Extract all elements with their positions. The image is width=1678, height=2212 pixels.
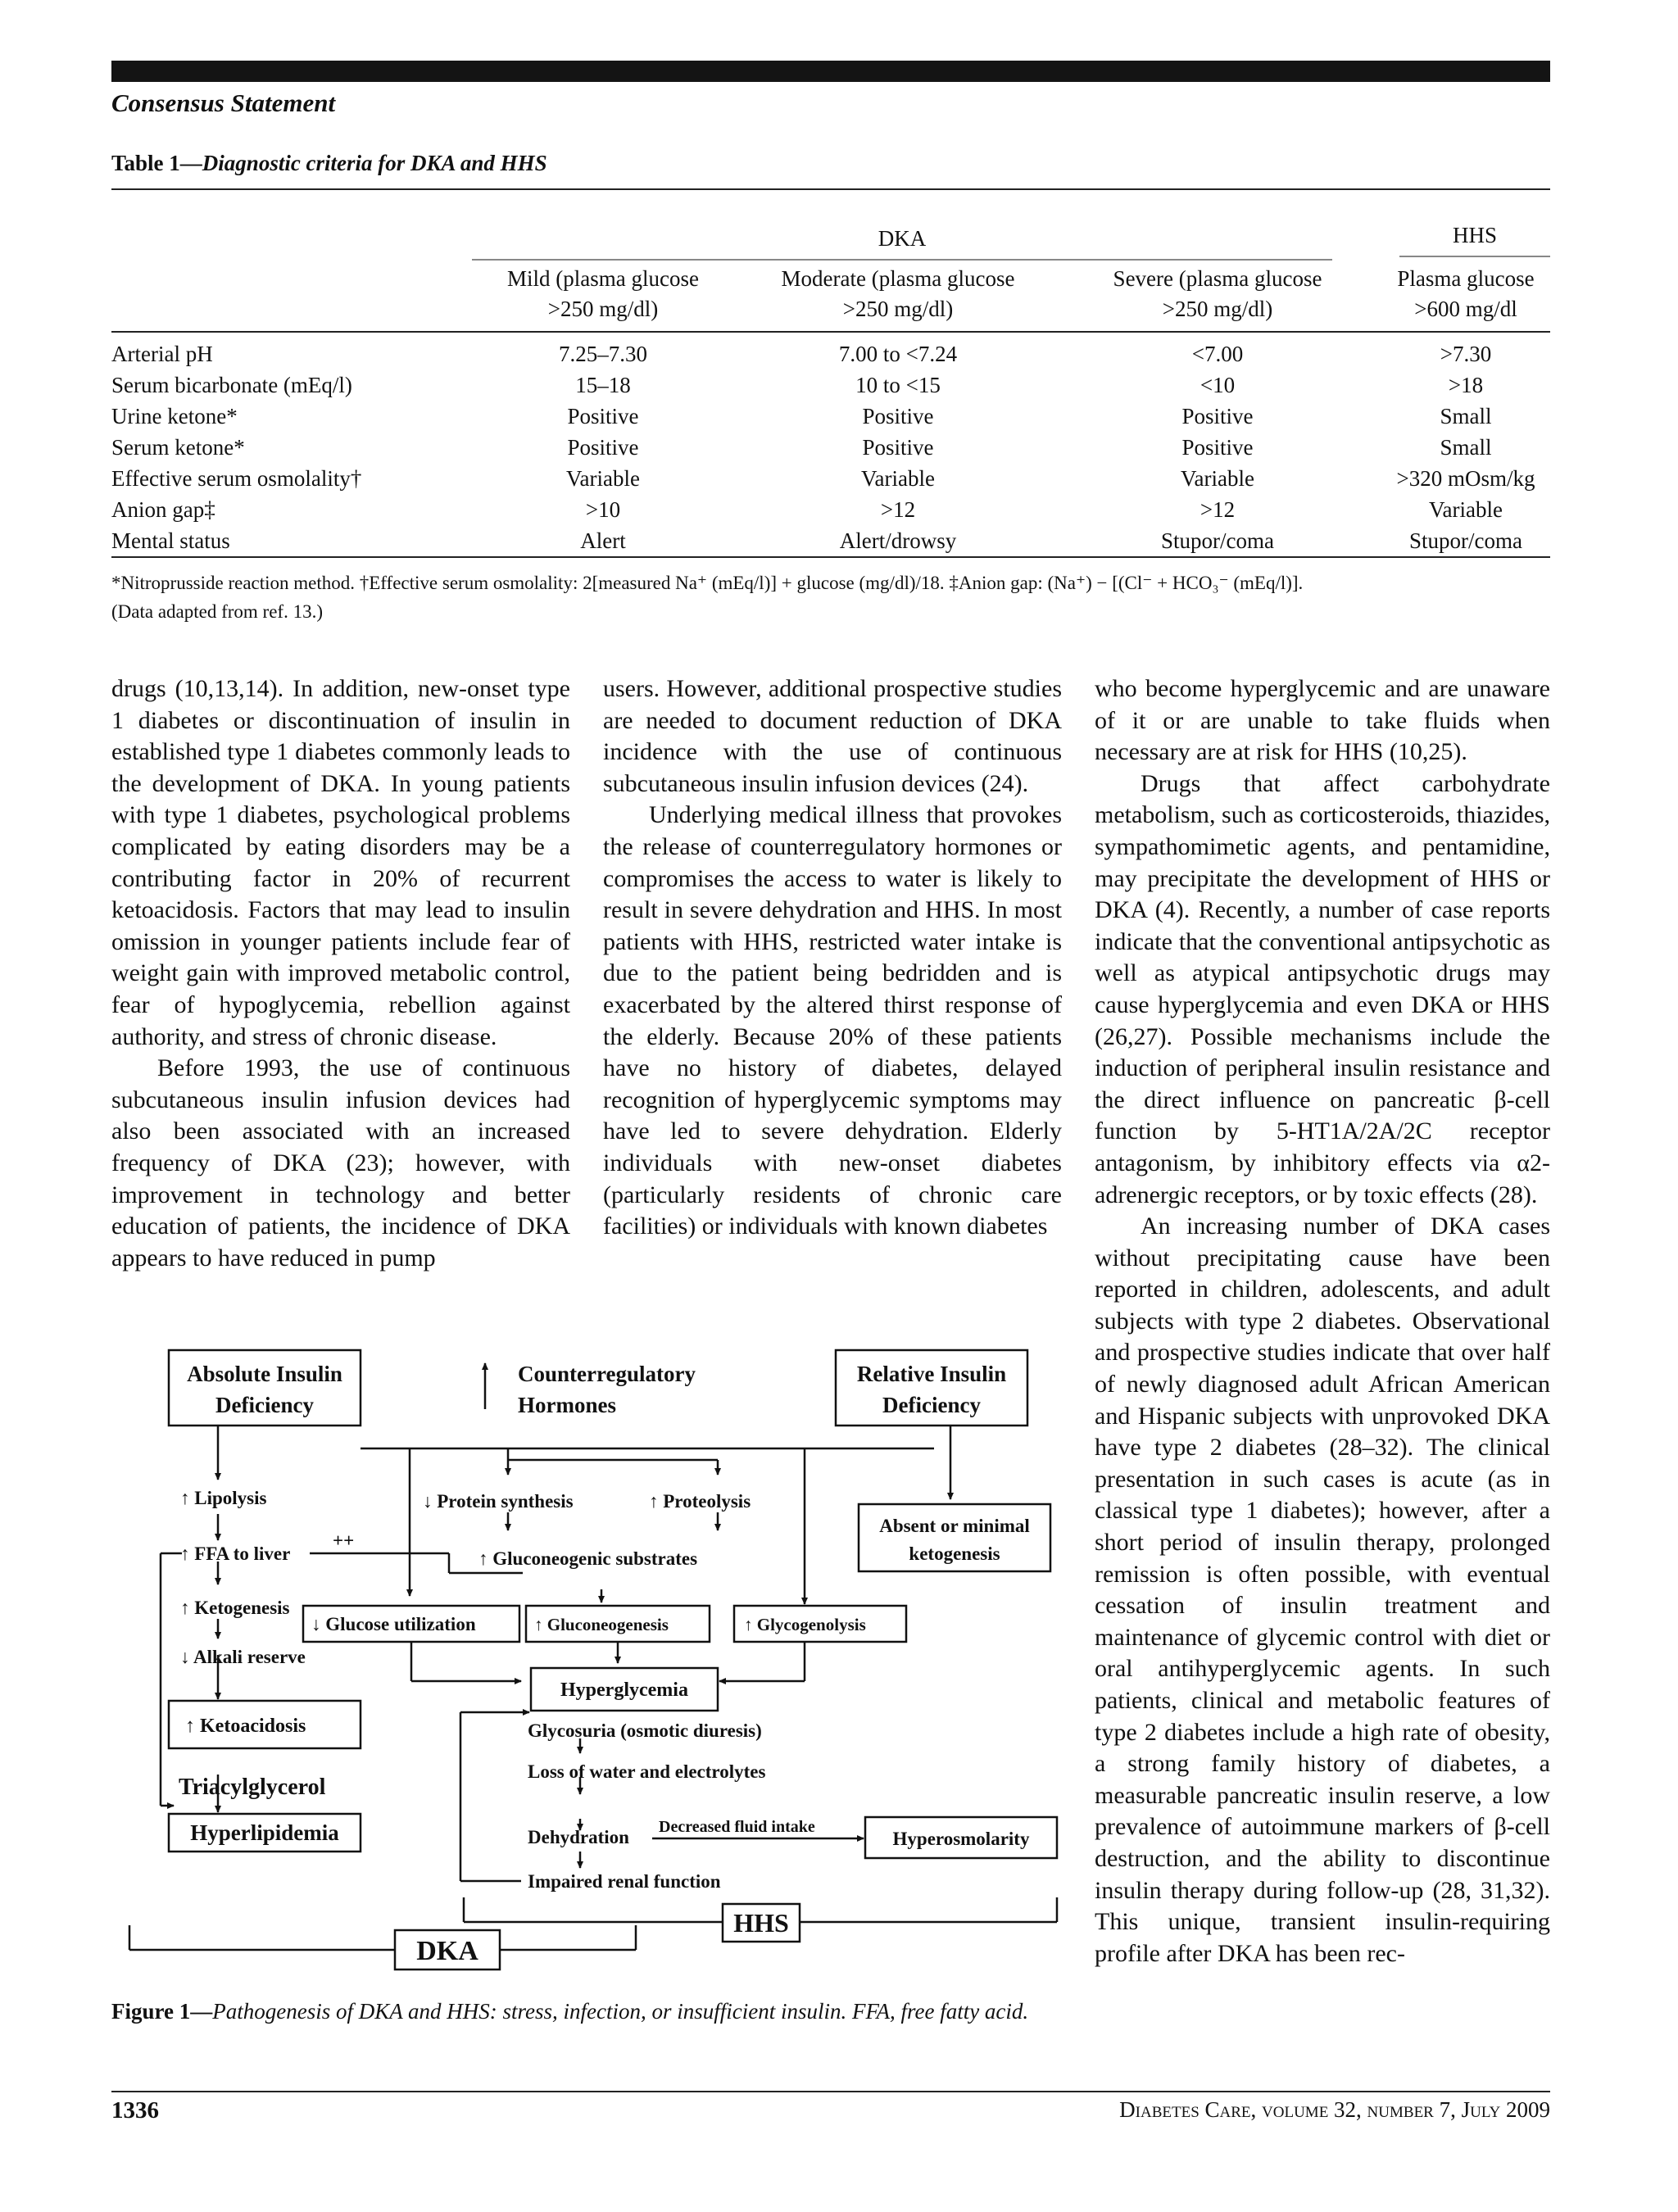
figure-caption <box>111 1996 1063 2027</box>
paragraph: Before 1993, the use of continuous subcutaneous insulin infusion devices had also been associated with an increased frequency of DKA (23); however, with improvement in technology and better education of patients, the incidence of DKA appears to have reduced in pump <box>111 1054 570 1271</box>
table-row <box>111 463 1550 494</box>
footer-rule <box>111 2091 1550 2092</box>
hyperglycemia-label: Hyperglycemia <box>560 1679 688 1701</box>
relative-insulin-label-2: Deficiency <box>882 1393 981 1417</box>
ketoacidosis-label: ↑ Ketoacidosis <box>185 1716 306 1737</box>
pathogenesis-diagram <box>111 1344 1063 1983</box>
table-cell: >7.30 <box>1440 342 1492 366</box>
dehydration-label: Dehydration <box>528 1827 629 1847</box>
table-row <box>111 494 1550 525</box>
table-cell: Alert <box>580 528 626 553</box>
counterregulatory-label: Counterregulatory <box>518 1362 696 1386</box>
row-label: Arterial pH <box>111 342 213 366</box>
table-footnote-line: *Nitroprusside reaction method. †Effective serum osmolality: 2[measured Na⁺ (mEq/l)] + glucose (mg/dl)/18. ‡Anion gap: (Na⁺) − [(Cl⁻ + HCO₃⁻ (mEq/l)]. <box>111 573 1304 593</box>
table-footnote <box>111 569 1550 626</box>
table-cell: <7.00 <box>1191 342 1244 366</box>
relative-insulin-label: Relative Insulin <box>856 1362 1007 1386</box>
renal-function-label: Impaired renal function <box>528 1871 721 1892</box>
table-cell: Positive <box>862 404 934 428</box>
ffa-label: ↑ FFA to liver <box>180 1543 291 1564</box>
table-cell: Positive <box>1181 404 1254 428</box>
group-header-hhs: HHS <box>1381 220 1550 264</box>
col-header-severe: Severe (plasma glucose >250 mg/dl) <box>1113 266 1322 321</box>
absolute-insulin-label: Absolute Insulin <box>187 1362 342 1386</box>
diagnostic-criteria-table <box>111 220 1550 558</box>
paragraph: drugs (10,13,14). In addition, new-onset type 1 diabetes or discontinuation of insulin in established type 1 diabetes commonly leads to the development of DKA. In young patients with type 1 diabetes, psychological problems complicated by eating disorders may be a contributing factor in 20% of recurrent ketoacidosis. Factors that may lead to insulin omission in younger patients include fear of weight gain with improved metabolic control, fear of hypoglycemia, rebellion against authority, and stress of chronic disease. <box>111 675 570 1050</box>
table-cell: Positive <box>567 435 639 460</box>
hhs-label: HHS <box>733 1908 789 1938</box>
proteolysis-label: ↑ Proteolysis <box>649 1491 751 1512</box>
table-cell: Variable <box>1429 497 1503 522</box>
table-cell: >10 <box>585 497 621 522</box>
table-cell: 15–18 <box>575 373 631 397</box>
paragraph: Underlying medical illness that provokes the release of counterregulatory hormones or compromises the access to water is likely to result in severe dehydration and HHS. In most patients with HHS, restricted water intake is due to the patient being bedridden and is exacerbated by the altered thirst response of the elderly. Because 20% of these patients have no history of diabetes, delayed recognition of hyperglycemic symptoms may have led to severe dehydration. Elderly individuals with new-onset diabetes (particularly residents of chronic care facilities) or individuals with known diabetes <box>603 801 1062 1240</box>
table-cell: <10 <box>1200 373 1236 397</box>
dka-label: DKA <box>416 1936 478 1966</box>
table-cell: Variable <box>1181 466 1254 491</box>
table-cell: Positive <box>1181 435 1254 460</box>
hyperlipidemia-label: Hyperlipidemia <box>190 1820 339 1845</box>
table-label: Table 1— <box>111 151 202 175</box>
lipolysis-label: ↑ Lipolysis <box>180 1488 267 1508</box>
loss-water-label: Loss of water and electrolytes <box>528 1761 766 1782</box>
col-header-mild: Mild (plasma glucose >250 mg/dl) <box>507 266 699 321</box>
gluconeogenesis-label: ↑ Gluconeogenesis <box>534 1615 669 1634</box>
body-column-3 <box>1095 673 1550 1969</box>
table-title <box>111 151 547 176</box>
table-top-rule <box>111 188 1550 190</box>
journal-citation: Diabetes Care, volume 32, number 7, July 2009 <box>1119 2097 1550 2122</box>
top-rule-bar <box>111 61 1550 82</box>
table-cell: Stupor/coma <box>1409 528 1522 553</box>
paragraph: users. However, additional prospective studies are needed to document reduction of DKA incidence with the use of continuous subcutaneous insulin infusion devices (24). <box>603 675 1062 797</box>
body-column-1 <box>111 673 570 1274</box>
paragraph: Drugs that affect carbohydrate metabolism, such as corticosteroids, thiazides, sympathomimetic agents, and pentamidine, may precipitate the development of HHS or DKA (4). Recently, a number of case reports indicate that the conventional antipsychotic as well as atypical antipsychotic drugs may cause hyperglycemia and even DKA or HHS (26,27). Possible mechanisms include the induction of peripheral insulin resistance and the direct influence on pancreatic β-cell function by 5-HT1A/2A/2C receptor antagonism, by inhibitory effects via α2-adrenergic receptors, or by toxic effects (28). <box>1095 769 1550 1208</box>
absent-ketogenesis-label-2: ketogenesis <box>909 1543 1000 1564</box>
table-row <box>111 525 1550 557</box>
hormones-label: Hormones <box>518 1393 616 1417</box>
glucose-utilization-label: ↓ Glucose utilization <box>311 1614 476 1634</box>
table-cell: >12 <box>1200 497 1236 522</box>
gluconeogenic-substrates-label: ↑ Gluconeogenic substrates <box>478 1548 698 1569</box>
row-label: Anion gap‡ <box>111 497 215 522</box>
protein-synthesis-label: ↓ Protein synthesis <box>423 1491 574 1512</box>
table-cell: >12 <box>880 497 916 522</box>
table-cell: 7.25–7.30 <box>559 342 647 366</box>
table-cell: Positive <box>567 404 639 428</box>
col-header-moderate: Moderate (plasma glucose >250 mg/dl) <box>781 266 1015 321</box>
table-footnote-source: (Data adapted from ref. 13.) <box>111 601 323 622</box>
decreased-fluid-label: Decreased fluid intake <box>659 1818 815 1836</box>
ketogenesis-label: ↑ Ketogenesis <box>180 1598 290 1618</box>
row-label: Urine ketone* <box>111 404 238 428</box>
table-cell: >18 <box>1448 373 1484 397</box>
figure-label: Figure 1— <box>111 1999 213 2024</box>
section-title: Consensus Statement <box>111 88 336 117</box>
alkali-label: ↓ Alkali reserve <box>180 1647 306 1667</box>
row-label: Mental status <box>111 528 230 553</box>
glycogenolysis-label: ↑ Glycogenolysis <box>744 1615 866 1634</box>
figure-caption-text: Pathogenesis of DKA and HHS: stress, infection, or insufficient insulin. FFA, free fatty acid. <box>212 1999 1029 2024</box>
table-caption: Diagnostic criteria for DKA and HHS <box>202 151 547 175</box>
table-row <box>111 401 1550 432</box>
row-label: Serum ketone* <box>111 435 245 460</box>
table-cell: 7.00 to <7.24 <box>838 342 958 366</box>
table-row <box>111 432 1550 463</box>
row-label: Effective serum osmolality† <box>111 466 362 491</box>
table-cell: Stupor/coma <box>1161 528 1274 553</box>
absolute-insulin-label-2: Deficiency <box>215 1393 314 1417</box>
table-row <box>111 332 1550 369</box>
body-column-2 <box>603 673 1062 1243</box>
table-cell: 10 to <15 <box>855 373 941 397</box>
table-cell: Small <box>1440 404 1492 428</box>
table-cell: >320 mOsm/kg <box>1396 466 1535 491</box>
triacylglycerol-label: Triacylglycerol <box>179 1775 326 1800</box>
row-label: Serum bicarbonate (mEq/l) <box>111 373 352 397</box>
page-number: 1336 <box>111 2097 159 2124</box>
hyperosmolarity-label: Hyperosmolarity <box>892 1829 1030 1849</box>
glycosuria-label: Glycosuria (osmotic diuresis) <box>528 1720 762 1741</box>
paragraph: An increasing number of DKA cases without precipitating cause have been reported in children, adolescents, and adult subjects with type 2 diabetes. Observational and prospective studies indicate that over half of newly diagnosed adult African American and Hispanic subjects with unprovoked DKA have type 2 diabetes (28–32). The clinical presentation in such cases is acute (as in classical type 1 diabetes); however, after a short period of insulin therapy, prolonged remission is often possible, with eventual cessation of insulin treatment and maintenance of glycemic control with diet or oral antihyperglycemic agents. In such patients, clinical and metabolic features of type 2 diabetes include a high rate of obesity, a strong family history of diabetes, a measurable pancreatic insulin reserve, a low prevalence of autoimmune markers of β-cell destruction, and the ability to discontinue insulin therapy during follow-up (28, 31,32). This unique, transient insulin-requiring profile after DKA has been rec- <box>1095 1213 1550 1967</box>
col-header-hhs: Plasma glucose >600 mg/dl <box>1397 266 1535 321</box>
table-cell: Variable <box>566 466 640 491</box>
plus-plus-label: ++ <box>333 1530 355 1551</box>
table-cell: Variable <box>861 466 935 491</box>
paragraph: who become hyperglycemic and are unaware of it or are unable to take fluids when necessary are at risk for HHS (10,25). <box>1095 675 1550 766</box>
table-cell: Alert/drowsy <box>839 528 957 553</box>
table-row <box>111 369 1550 401</box>
absent-ketogenesis-label: Absent or minimal <box>879 1516 1030 1536</box>
table-cell: Positive <box>862 435 934 460</box>
table-cell: Small <box>1440 435 1492 460</box>
group-header-dka: DKA <box>464 220 1381 264</box>
